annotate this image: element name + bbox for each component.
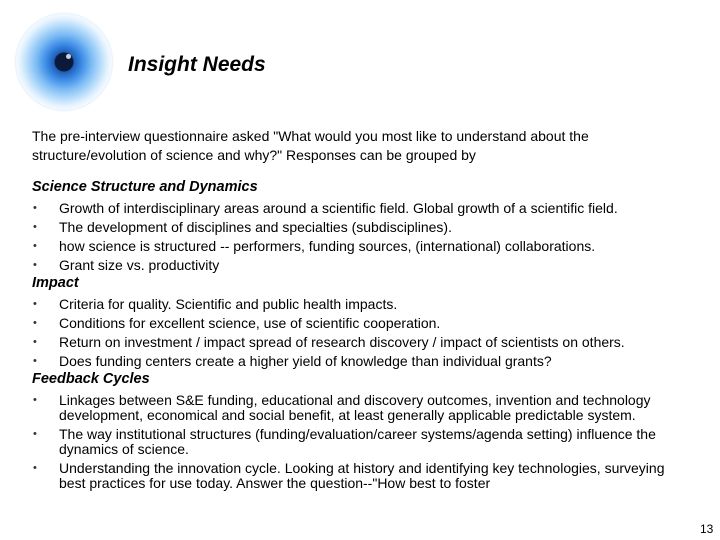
bullet-icon: • bbox=[33, 355, 37, 367]
bullet-icon: • bbox=[33, 259, 37, 271]
content-body bbox=[32, 177, 692, 491]
logo-glint bbox=[66, 54, 71, 59]
eye-iris-icon bbox=[16, 14, 112, 110]
bullet-text: how science is structured -- performers, funding sources, (international) collaborations. bbox=[59, 238, 596, 254]
bullet-text: Conditions for excellent science, use of scientific cooperation. bbox=[59, 315, 441, 331]
bullet-icon: • bbox=[33, 428, 37, 440]
bullet-icon: • bbox=[33, 462, 37, 474]
bullet-text: Return on investment / impact spread of research discovery / impact of scientists on others. bbox=[59, 334, 625, 350]
bullet-icon: • bbox=[33, 394, 37, 406]
list-item bbox=[32, 258, 692, 273]
list-item bbox=[32, 220, 692, 235]
bullet-icon: • bbox=[33, 202, 37, 214]
bullet-text: Criteria for quality. Scientific and public health impacts. bbox=[59, 296, 398, 312]
bullet-text: Grant size vs. productivity bbox=[59, 257, 220, 273]
list-item bbox=[32, 297, 692, 312]
section-title-feedback: Feedback Cycles bbox=[32, 371, 150, 387]
bullet-icon: • bbox=[33, 298, 37, 310]
bullet-text: Understanding the innovation cycle. Looking at history and identifying key technologies, surveying best practices for use today. Answer the question--"How best to foster bbox=[59, 460, 665, 491]
bullet-text: The development of disciplines and specialties (subdisciplines). bbox=[59, 219, 452, 235]
intro-paragraph: The pre-interview questionnaire asked "What would you most like to understand about the structure/evolution of science and why?" Responses can be grouped by bbox=[32, 128, 589, 163]
bullet-icon: • bbox=[33, 317, 37, 329]
bullet-icon: • bbox=[33, 240, 37, 252]
list-item bbox=[32, 393, 692, 423]
list-item bbox=[32, 201, 692, 216]
page-number: 13 bbox=[700, 522, 714, 536]
bullet-icon: • bbox=[33, 221, 37, 233]
bullet-text: Growth of interdisciplinary areas around a scientific field. Global growth of a scientific field. bbox=[59, 200, 618, 216]
bullet-icon: • bbox=[33, 336, 37, 348]
bullet-text: Linkages between S&E funding, educational and discovery outcomes, invention and technology development, economical and social benefit, at least generally applicable predictable system. bbox=[59, 392, 651, 423]
list-item bbox=[32, 354, 692, 369]
section-title-impact: Impact bbox=[32, 275, 79, 291]
section-title-structure: Science Structure and Dynamics bbox=[32, 179, 258, 195]
list-item bbox=[32, 316, 692, 331]
bullet-text: The way institutional structures (funding/evaluation/career systems/agenda setting) influence the dynamics of science. bbox=[59, 426, 656, 457]
list-item bbox=[32, 427, 692, 457]
list-item bbox=[32, 461, 692, 491]
bullet-text: Does funding centers create a higher yield of knowledge than individual grants? bbox=[59, 353, 552, 369]
page-title: Insight Needs bbox=[128, 53, 266, 76]
list-item bbox=[32, 335, 692, 350]
list-item bbox=[32, 239, 692, 254]
